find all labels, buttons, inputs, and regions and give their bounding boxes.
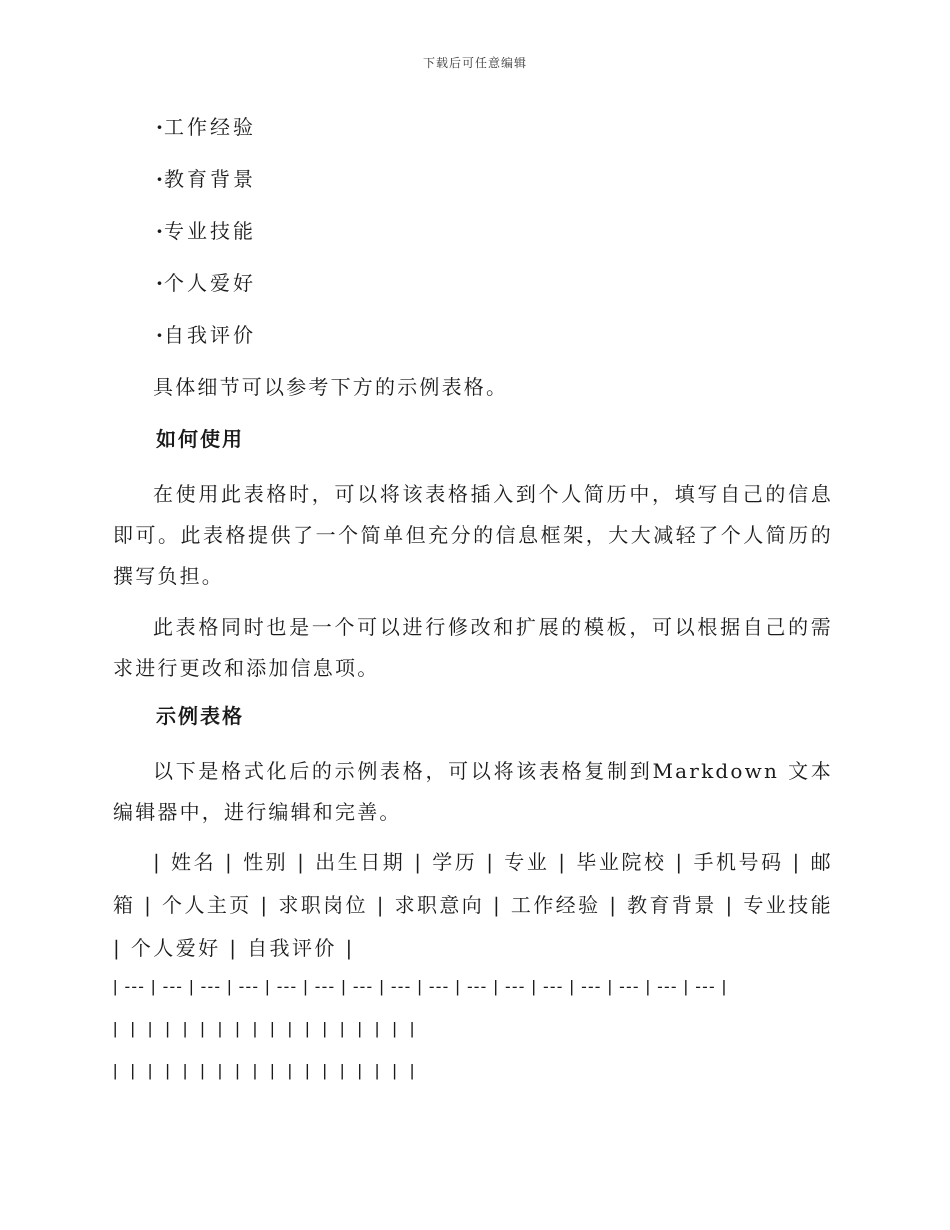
list-item-label: 个人爱好 xyxy=(164,271,256,295)
page-header-note: 下载后可任意编辑 xyxy=(422,56,527,70)
list-item-label: 教育背景 xyxy=(164,167,256,191)
markdown-table-empty-row: | | | | | | | | | | | | | | | | | | xyxy=(113,1019,416,1038)
bullet-marker: · xyxy=(156,167,166,191)
bullet-marker: · xyxy=(156,219,166,243)
intro-paragraph: 具体细节可以参考下方的示例表格。 xyxy=(153,375,509,399)
markdown-table-empty-row: | | | | | | | | | | | | | | | | | | xyxy=(113,1061,416,1080)
section-heading-example-table: 示例表格 xyxy=(156,704,244,728)
bullet-marker: · xyxy=(156,115,166,139)
example-table-paragraph: 以下是格式化后的示例表格，可以将该表格复制到Markdown 文本编辑器中，进行编辑和完善。 xyxy=(113,759,833,824)
list-item xyxy=(156,110,833,162)
section-list xyxy=(113,110,833,370)
list-item-label: 自我评价 xyxy=(164,323,256,347)
section-heading-how-to-use: 如何使用 xyxy=(156,427,244,451)
bullet-marker: · xyxy=(156,271,166,295)
list-item-label: 工作经验 xyxy=(164,115,256,139)
list-item xyxy=(156,214,833,266)
list-item-label: 专业技能 xyxy=(164,219,256,243)
how-to-use-paragraph-2: 此表格同时也是一个可以进行修改和扩展的模板，可以根据自己的需求进行更改和添加信息项。 xyxy=(113,615,833,680)
how-to-use-paragraph-1: 在使用此表格时，可以将该表格插入到个人简历中，填写自己的信息即可。此表格提供了一个简单但充分的信息框架，大大减轻了个人简历的撰写负担。 xyxy=(113,482,833,588)
list-item xyxy=(156,266,833,318)
list-item xyxy=(156,162,833,214)
document-body xyxy=(113,110,833,1096)
list-item xyxy=(156,318,833,370)
bullet-marker: · xyxy=(156,323,166,347)
markdown-table-header: | 姓名 | 性别 | 出生日期 | 学历 | 专业 | 毕业院校 | 手机号码 | 邮箱 | 个人主页 | 求职岗位 | 求职意向 | 工作经验 | 教育背景 | 专业技能 | 个人爱好 | 自我评价 | xyxy=(113,850,833,960)
markdown-table-separator: | --- | --- | --- | --- | --- | --- | --- | --- | --- | --- | --- | --- | --- | --- | --- | --- | xyxy=(113,977,728,996)
